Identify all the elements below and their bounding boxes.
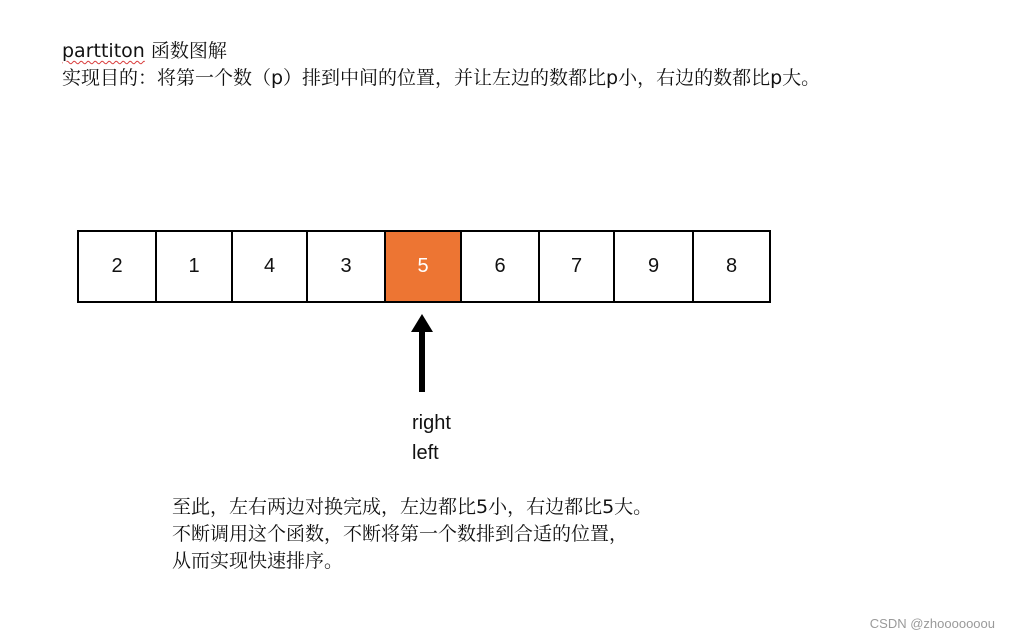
array-cell-pivot: 5 [386, 232, 462, 301]
up-arrow-icon [409, 314, 435, 392]
summary-text [172, 494, 652, 575]
array-cell: 8 [694, 232, 771, 301]
array-cell: 7 [540, 232, 615, 301]
array-cell: 4 [233, 232, 308, 301]
array-boxes [77, 230, 771, 303]
array-cell: 9 [615, 232, 694, 301]
goal-text: 实现目的：将第一个数（p）排到中间的位置，并让左边的数都比p小，右边的数都比p大。 [62, 67, 821, 89]
array-cell: 1 [157, 232, 233, 301]
array-cell: 3 [308, 232, 386, 301]
watermark: CSDN @zhooooooou [869, 616, 995, 631]
right-pointer-label: right [412, 412, 451, 434]
array-cell: 2 [79, 232, 157, 301]
left-pointer-label: left [412, 442, 439, 464]
diagram-title [62, 38, 820, 65]
title-suffix: 函数图解 [144, 40, 227, 62]
summary-line-2: 不断调用这个函数，不断将第一个数排到合适的位置， [172, 523, 629, 545]
summary-line-1: 至此，左右两边对换完成，左边都比5小，右边都比5大。 [172, 496, 653, 518]
pointer-labels [412, 408, 451, 468]
summary-line-3: 从而实现快速排序。 [172, 550, 344, 572]
title-block [62, 38, 820, 92]
function-name: parttiton [62, 40, 145, 62]
array-cell: 6 [462, 232, 540, 301]
